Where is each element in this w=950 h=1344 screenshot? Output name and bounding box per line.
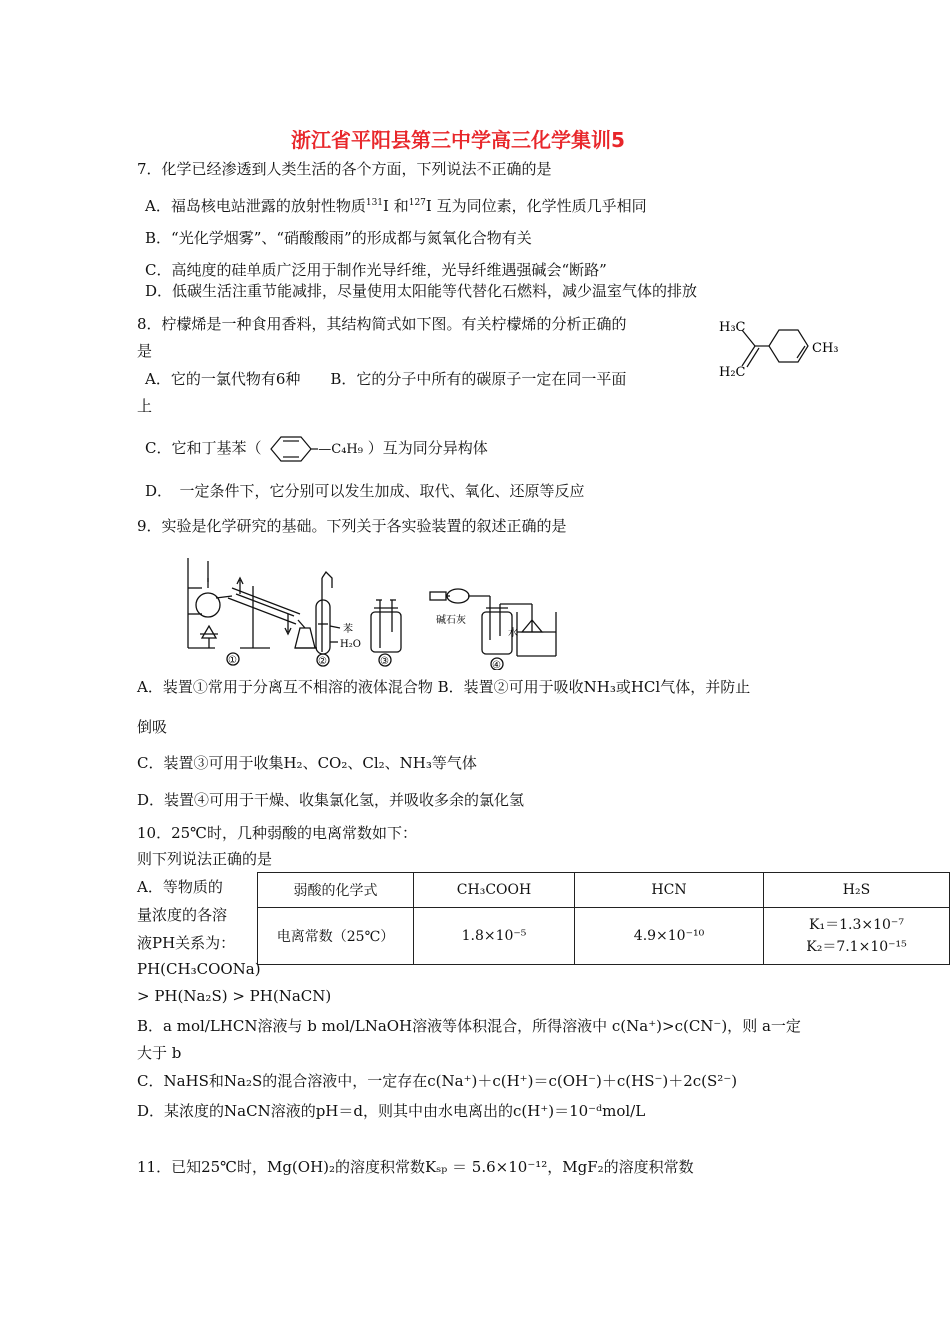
q7-option-b: B．“光化学烟雾”、“硝酸酸雨”的形成都与氮氧化合物有关 (145, 229, 532, 247)
svg-text:③: ③ (380, 656, 389, 667)
table-header: 弱酸的化学式 (258, 873, 414, 908)
svg-text:CH₃: CH₃ (812, 341, 839, 356)
page-title: 浙江省平阳县第三中学高三化学集训5 (291, 128, 625, 152)
table-cell: 4.9×10⁻¹⁰ (575, 908, 764, 965)
svg-text:②: ② (318, 656, 327, 667)
q11-stem: 11．已知25℃时，Mg(OH)₂的溶度积常数Kₛₚ ＝ 5.6×10⁻¹²，MgF₂的溶度积常数 (137, 1158, 694, 1176)
limonene-structure (712, 308, 852, 384)
q8-option-c: C．它和丁基苯（ —C₄H₉ ）互为同分异构体 (145, 434, 488, 464)
q9-stem: 9．实验是化学研究的基础。下列关于各实验装置的叙述正确的是 (137, 517, 567, 535)
acid-constant-table (257, 872, 950, 965)
svg-text:水: 水 (508, 628, 518, 639)
table-cell: 1.8×10⁻⁵ (414, 908, 575, 965)
q8-option-d: D． 一定条件下，它分别可以发生加成、取代、氧化、还原等反应 (145, 482, 585, 500)
lab-apparatus-figure (160, 548, 570, 670)
svg-text:④: ④ (492, 660, 501, 670)
svg-text:H₂O: H₂O (340, 639, 361, 650)
q10-option-a: A．等物质的 (137, 878, 223, 896)
q9-option-d: D．装置④可用于干燥、收集氯化氢，并吸收多余的氯化氢 (137, 791, 525, 809)
q7-stem: 7．化学已经渗透到人类生活的各个方面，下列说法不正确的是 (137, 160, 552, 178)
q10-option-a-line4: PH(CH₃COONa) (137, 960, 261, 978)
table-header: HCN (575, 873, 764, 908)
q9-option-ab: A．装置①常用于分离互不相溶的液体混合物 B．装置②可用于吸收NH₃或HCl气体，并防止 (137, 678, 751, 696)
q10-option-c: C．NaHS和Na₂S的混合溶液中，一定存在c(Na⁺)＋c(H⁺)＝c(OH⁻)＋c(HS⁻)＋2c(S²⁻) (137, 1072, 738, 1090)
table-header: H₂S (764, 873, 950, 908)
q9-option-ab-cont: 倒吸 (137, 718, 168, 736)
svg-text:①: ① (228, 655, 237, 666)
svg-text:H₃C: H₃C (719, 320, 746, 335)
q7-option-d: D．低碳生活注重节能减排，尽量使用太阳能等代替化石燃料，减少温室气体的排放 (145, 282, 698, 300)
q10-option-a-line5: > PH(Na₂S) > PH(NaCN) (137, 987, 332, 1005)
q10-stem: 10．25℃时，几种弱酸的电离常数如下： (137, 824, 417, 842)
table-cell: K₁＝1.3×10⁻⁷ K₂＝7.1×10⁻¹⁵ (764, 908, 950, 965)
q10-option-b: B．a mol/LHCN溶液与 b mol/LNaOH溶液等体积混合，所得溶液中 c(Na⁺)>c(CN⁻)，则 a一定 (137, 1017, 801, 1035)
table-cell: 电离常数（25℃） (258, 908, 414, 965)
q10-option-d: D．某浓度的NaCN溶液的pH＝d，则其中由水电离出的c(H⁺)＝10⁻ᵈmol/L (137, 1102, 646, 1120)
q9-option-c: C．装置③可用于收集H₂、CO₂、Cl₂、NH₃等气体 (137, 754, 477, 772)
q10-option-b-cont: 大于 b (137, 1044, 182, 1062)
q7-option-c: C．高纯度的硅单质广泛用于制作光导纤维，光导纤维遇强碱会“断路” (145, 261, 607, 279)
q10-option-a-line2: 量浓度的各溶 (137, 906, 228, 924)
q8-stem: 8．柠檬烯是一种食用香料，其结构简式如下图。有关柠檬烯的分析正确的 (137, 315, 627, 333)
svg-text:苯: 苯 (343, 624, 353, 635)
table-header: CH₃COOH (414, 873, 575, 908)
q8-option-ab-cont: 上 (137, 397, 153, 415)
q8-stem-cont: 是 (137, 342, 153, 360)
svg-text:H₂C: H₂C (719, 365, 746, 380)
q10-option-a-line3: 液PH关系为： (137, 934, 236, 952)
q10-stem-cont: 则下列说法正确的是 (137, 850, 273, 868)
svg-text:碱石灰: 碱石灰 (436, 615, 466, 626)
q8-option-ab: A．它的一氯代物有6种 B．它的分子中所有的碳原子一定在同一平面 (145, 370, 627, 388)
q7-option-a: A．福岛核电站泄露的放射性物质$^{131}$I 和$^{127}$I 互为同位素，化学性质几乎相同 (145, 197, 647, 215)
